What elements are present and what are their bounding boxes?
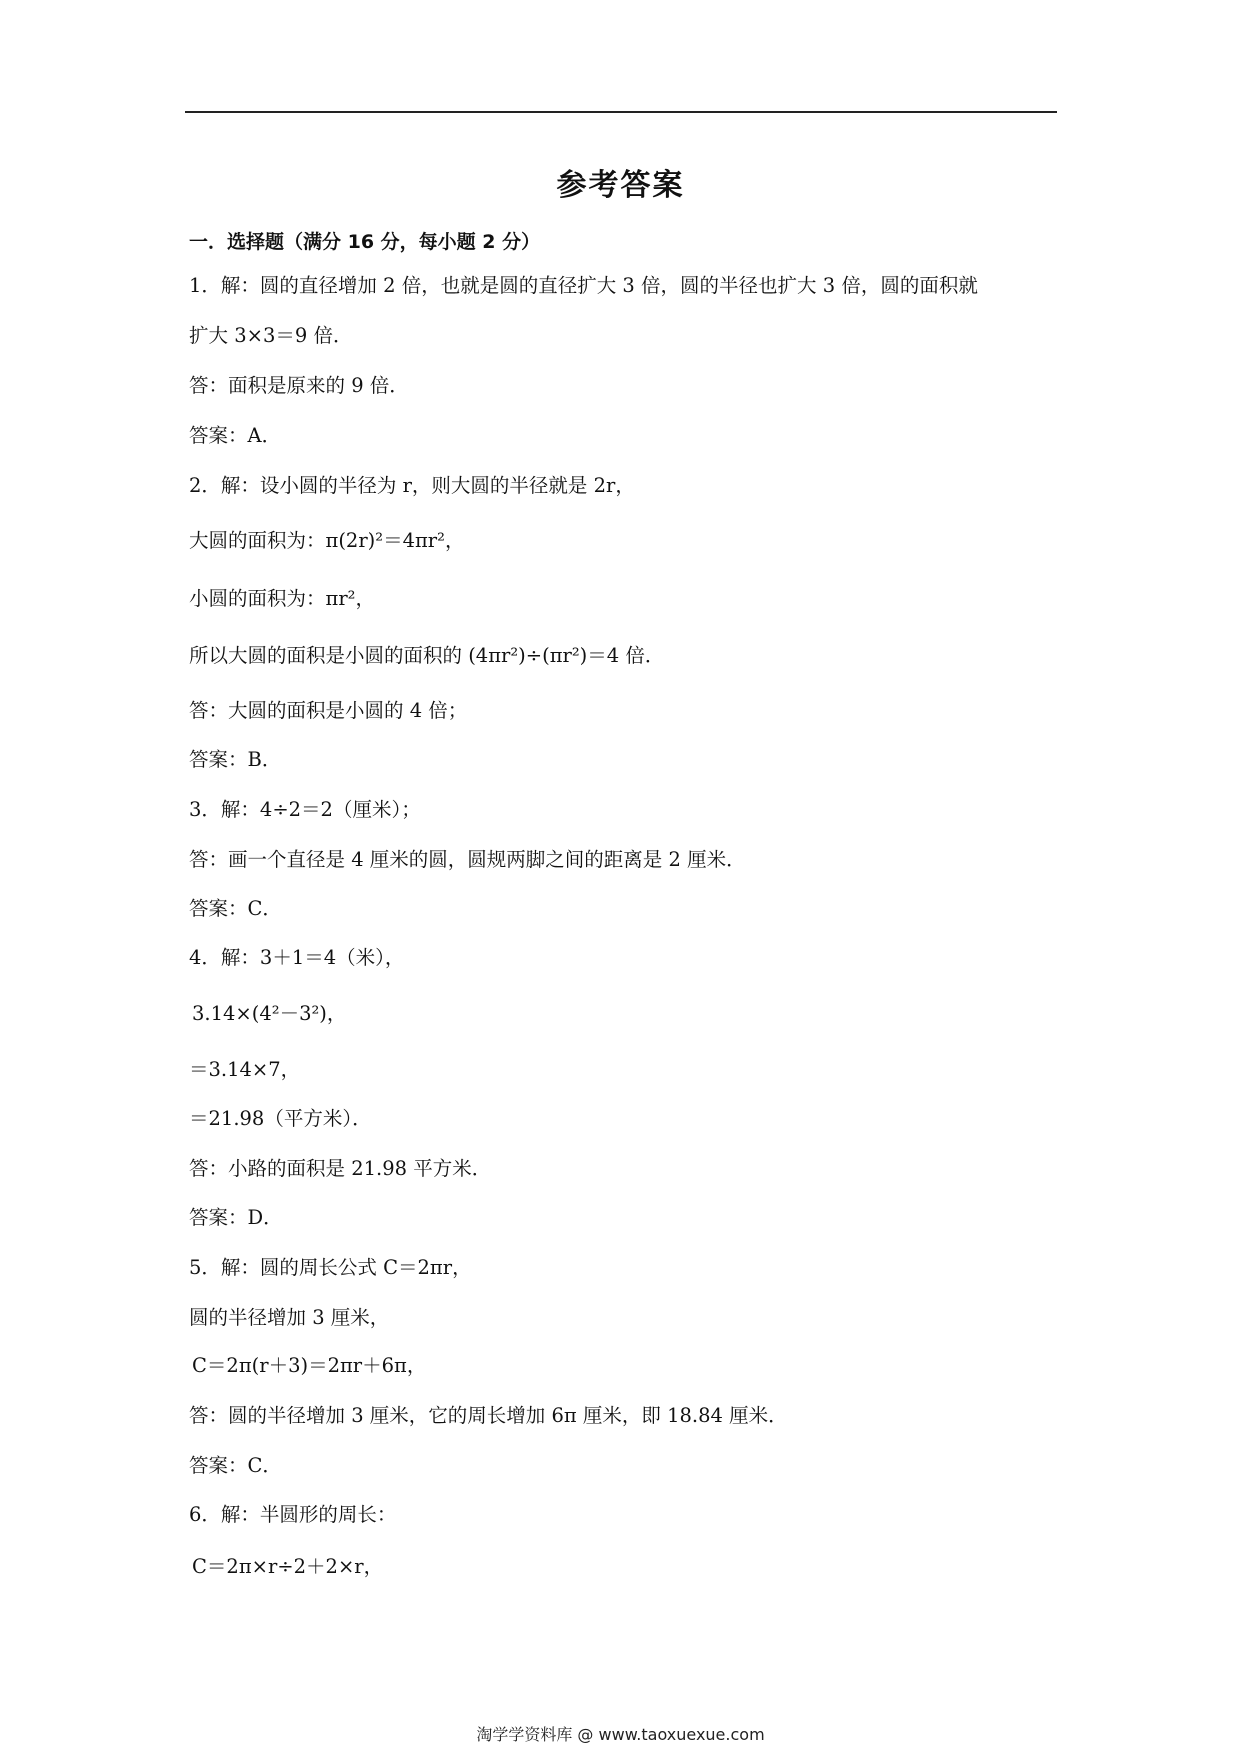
answer-line: 答：大圆的面积是小圆的 4 倍； — [189, 699, 468, 722]
answer-line: 4．解：3＋1＝4（米）， — [189, 946, 405, 969]
answer-line: C＝2π(r＋3)＝2πr＋6π， — [192, 1354, 427, 1377]
answer-line: 答案：B． — [189, 748, 282, 771]
answer-line: ＝3.14×7， — [189, 1058, 301, 1081]
page-title: 参考答案 — [556, 168, 685, 203]
answer-line: 2．解：设小圆的半径为 r，则大圆的半径就是 2r， — [189, 474, 635, 497]
answer-line: 大圆的面积为：π(2r)²＝4πr²， — [189, 529, 465, 552]
answer-line: 5．解：圆的周长公式 C＝2πr， — [189, 1256, 472, 1279]
answer-line: 3．解：4÷2＝2（厘米）； — [189, 798, 421, 821]
section-heading: 一．选择题（满分 16 分，每小题 2 分） — [189, 231, 541, 253]
answer-line: 答案：A． — [189, 424, 282, 447]
answer-line: 扩大 3×3＝9 倍． — [189, 324, 353, 347]
answer-line: 小圆的面积为：πr²， — [189, 587, 375, 610]
answer-line: 答案：C． — [189, 1454, 282, 1477]
answer-line: C＝2π×r÷2＋2×r， — [192, 1555, 384, 1578]
answer-line: 答：画一个直径是 4 厘米的圆，圆规两脚之间的距离是 2 厘米． — [189, 848, 746, 871]
answer-line: 1．解：圆的直径增加 2 倍，也就是圆的直径扩大 3 倍，圆的半径也扩大 3 倍，圆的面积就 — [189, 274, 978, 297]
answer-line: ＝21.98（平方米）． — [189, 1107, 372, 1130]
answer-line: 3.14×(4²－3²)， — [192, 1002, 347, 1025]
answer-line: 答案：D． — [189, 1206, 283, 1229]
answer-line: 6．解：半圆形的周长： — [189, 1503, 397, 1526]
answer-line: 圆的半径增加 3 厘米， — [189, 1306, 390, 1329]
answer-line: 答：圆的半径增加 3 厘米，它的周长增加 6π 厘米，即 18.84 厘米． — [189, 1404, 788, 1427]
answer-line: 答案：C． — [189, 897, 282, 920]
footer-watermark: 淘学学资料库 @ www.taoxuexue.com — [476, 1725, 765, 1744]
header-rule — [185, 111, 1057, 113]
answer-line: 所以大圆的面积是小圆的面积的 (4πr²)÷(πr²)＝4 倍． — [189, 644, 665, 667]
answer-line: 答：小路的面积是 21.98 平方米． — [189, 1157, 492, 1180]
answer-line: 答：面积是原来的 9 倍． — [189, 374, 409, 397]
